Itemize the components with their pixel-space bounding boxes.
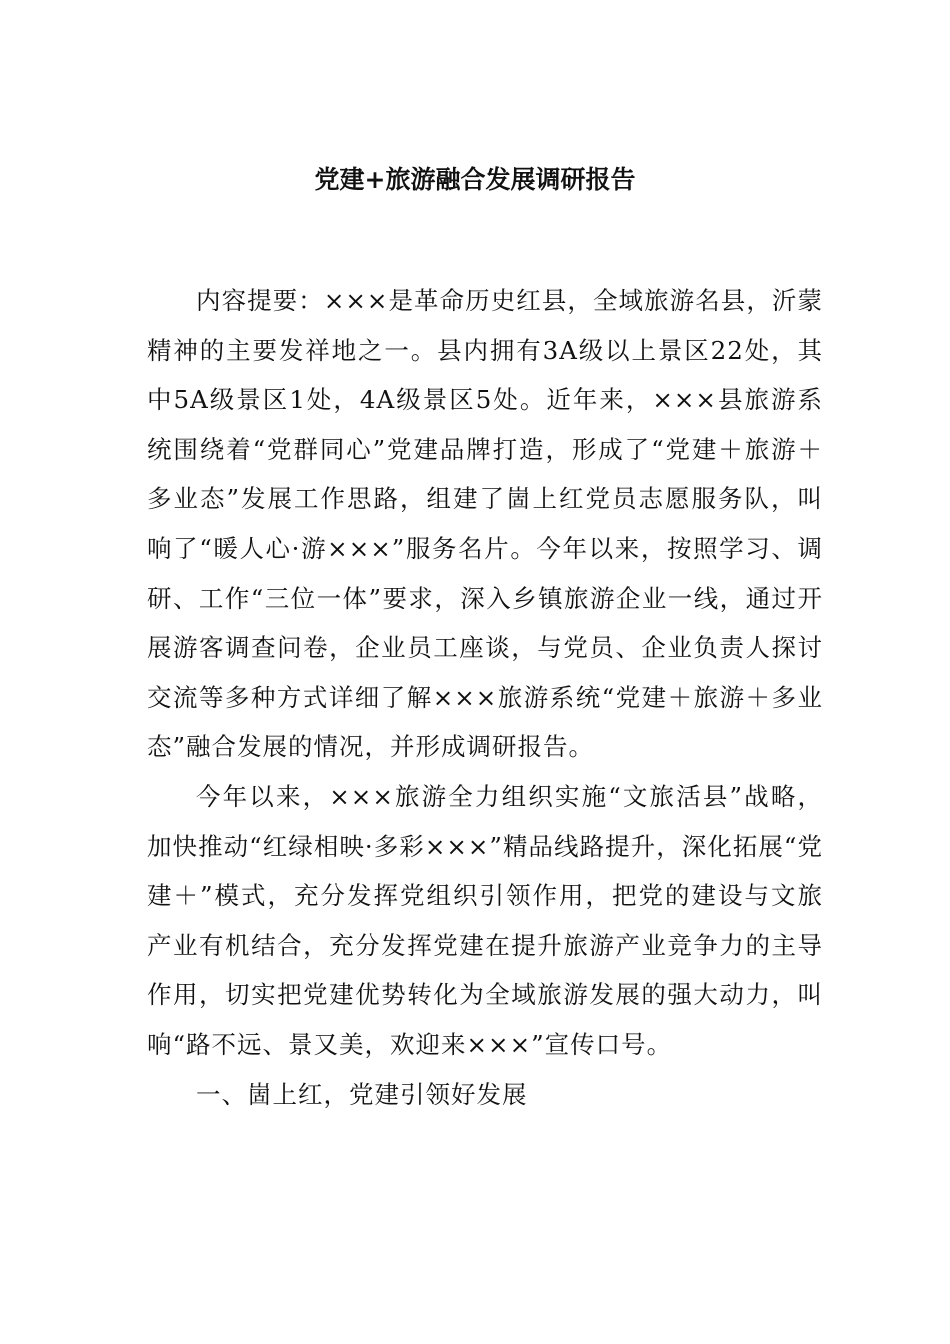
document-body [147, 276, 823, 1119]
summary-paragraph: 内容提要：×××是革命历史红县，全域旅游名县，沂蒙精神的主要发祥地之一。县内拥有3A级以上景区22处，其中5A级景区1处，4A级景区5处。近年来，×××县旅游系统围绕着“党群同心”党建品牌打造，形成了“党建＋旅游＋多业态”发展工作思路，组建了崮上红党员志愿服务队，叫响了“暖人心·游×××”服务名片。今年以来，按照学习、调研、工作“三位一体”要求，深入乡镇旅游企业一线，通过开展游客调查问卷，企业员工座谈，与党员、企业负责人探讨交流等多种方式详细了解×××旅游系统“党建＋旅游＋多业态”融合发展的情况，并形成调研报告。 [147, 286, 823, 762]
section-heading: 一、崮上红，党建引领好发展 [196, 1079, 528, 1109]
document-title: 党建+旅游融合发展调研报告 [314, 165, 636, 194]
intro-paragraph: 今年以来，×××旅游全力组织实施“文旅活县”战略，加快推动“红绿相映·多彩×××”精品线路提升，深化拓展“党建＋”模式，充分发挥党组织引领作用，把党的建设与文旅产业有机结合，充分发挥党建在提升旅游产业竞争力的主导作用，切实把党建优势转化为全域旅游发展的强大动力，叫响“路不远、景又美，欢迎来×××”宣传口号。 [147, 781, 823, 1059]
